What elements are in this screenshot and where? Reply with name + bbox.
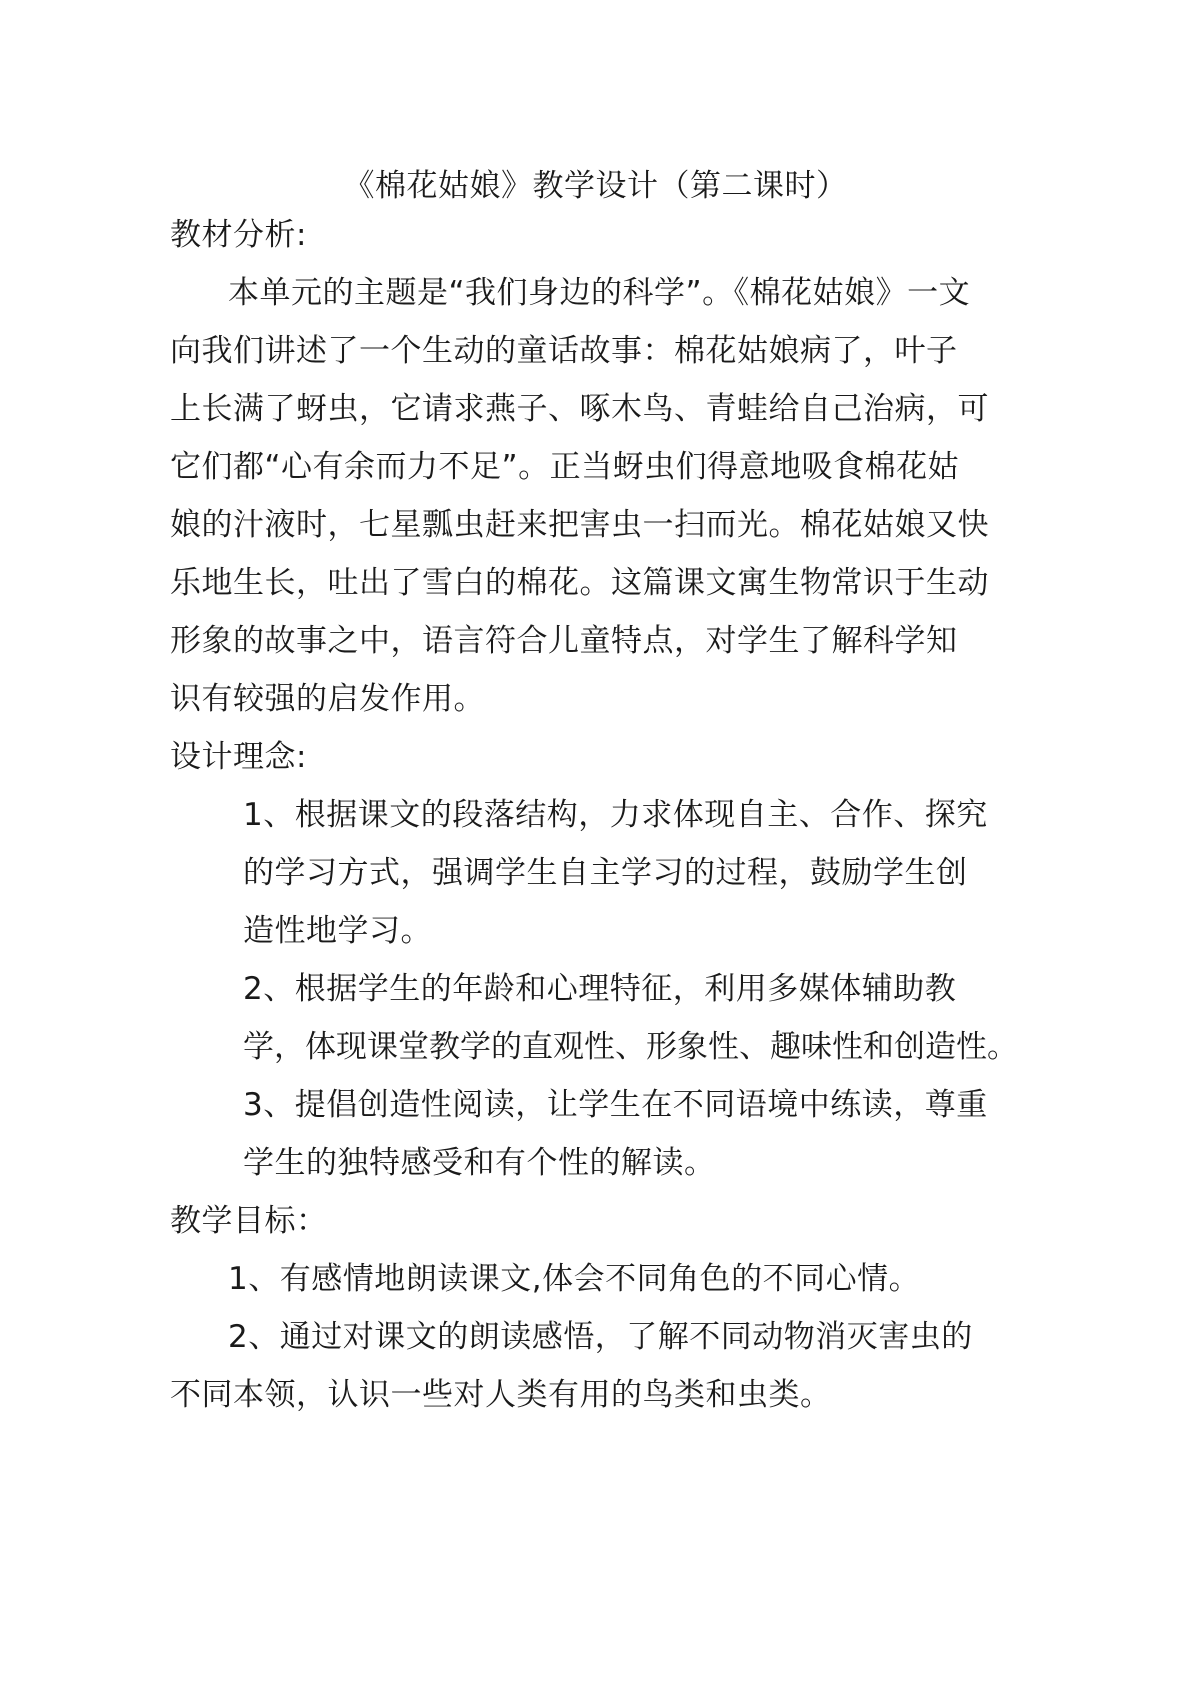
list-item-line: 2、通过对课文的朗读感悟，了解不同动物消灭害虫的 [228, 1319, 973, 1355]
list-item-line: 1、根据课文的段落结构，力求体现自主、合作、探究 [243, 797, 988, 833]
section-heading-material-analysis: 教材分析: [170, 217, 307, 253]
paragraph-line: 识有较强的启发作用。 [170, 681, 485, 717]
paragraph-line: 上长满了蚜虫，它请求燕子、啄木鸟、青蛙给自己治病，可 [170, 391, 989, 427]
section-heading-design-concept: 设计理念: [170, 739, 307, 775]
list-item-line: 学，体现课堂教学的直观性、形象性、趣味性和创造性。 [243, 1029, 1018, 1065]
paragraph-line: 形象的故事之中，语言符合儿童特点，对学生了解科学知 [170, 623, 958, 659]
list-item-line: 造性地学习。 [243, 913, 432, 949]
paragraph-line: 它们都“心有余而力不足”。正当蚜虫们得意地吸食棉花姑 [170, 449, 960, 485]
list-item-line: 3、提倡创造性阅读，让学生在不同语境中练读，尊重 [243, 1087, 988, 1123]
list-item-line: 不同本领，认识一些对人类有用的鸟类和虫类。 [170, 1377, 832, 1413]
paragraph-line: 本单元的主题是“我们身边的科学”。《棉花姑娘》一文 [228, 275, 971, 311]
list-item-line: 2、根据学生的年龄和心理特征，利用多媒体辅助教 [243, 971, 957, 1007]
list-item-line: 的学习方式，强调学生自主学习的过程，鼓励学生创 [243, 855, 968, 891]
paragraph-line: 向我们讲述了一个生动的童话故事：棉花姑娘病了，叶子 [170, 333, 958, 369]
paragraph-line: 乐地生长，吐出了雪白的棉花。这篇课文寓生物常识于生动 [170, 565, 989, 601]
list-item-line: 学生的独特感受和有个性的解读。 [243, 1145, 716, 1181]
paragraph-line: 娘的汁液时，七星瓢虫赶来把害虫一扫而光。棉花姑娘又快 [170, 507, 989, 543]
section-heading-teaching-goals: 教学目标： [170, 1203, 328, 1239]
document-title: 《棉花姑娘》教学设计（第二课时） [343, 168, 848, 204]
list-item-line: 1、有感情地朗读课文,体会不同角色的不同心情。 [228, 1261, 921, 1297]
